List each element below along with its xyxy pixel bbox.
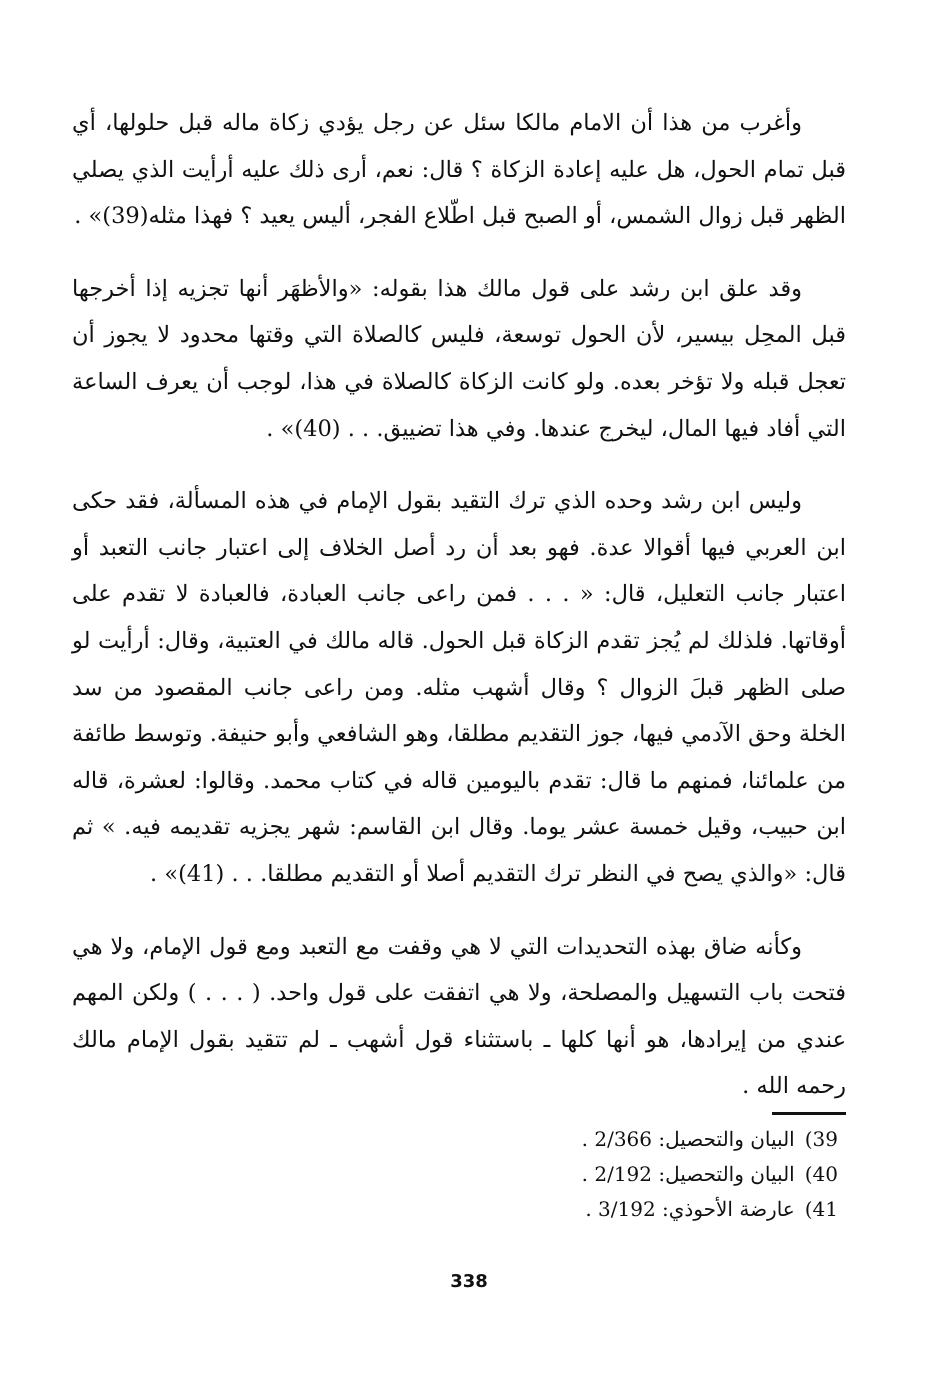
footnote-text: عارضة الأحوذي: 3/192 . (585, 1197, 795, 1221)
footnotes (338, 1122, 838, 1227)
main-text (72, 100, 846, 1136)
footnote-number: 39) (804, 1127, 838, 1151)
paragraph-1: وأغرب من هذا أن الامام مالكا سئل عن رجل يؤدي زكاة ماله قبل حلولها، أي قبل تمام الحول، هل عليه إعادة الزكاة ؟ قال: نعم، أرى ذلك عليه أرأيت الذي يصلي الظهر قبل زوال الشمس، أو الصبح قبل اطّلاع الفجر، أليس يعيد ؟ فهذا مثله(39)» . (72, 110, 846, 230)
footnote-39 (338, 1122, 838, 1157)
paragraph-3: وليس ابن رشد وحده الذي ترك التقيد بقول الإمام في هذه المسألة، فقد حكى ابن العربي فيها أقوالا عدة. فهو بعد أن رد أصل الخلاف إلى اعتبار جانب التعبد أو اعتبار جانب التعليل، قال: « . . . فمن راعى جانب العبادة، فالعبادة لا تقدم على أوقاتها. فلذلك لم يُجز تقدم الزكاة قبل الحول. قاله مالك في العتبية، وقال: أرأيت لو صلى الظهر قبلَ الزوال ؟ وقال أشهب مثله. ومن راعى جانب المقصود من سد الخلة وحق الآدمي فيها، جوز التقديم مطلقا، وهو الشافعي وأبو حنيفة. وتوسط طائفة من علمائنا، فمنهم ما قال: تقدم باليومين قاله في كتاب محمد. وقالوا: لعشرة، قاله ابن حبيب، وقيل خمسة عشر يوما. وقال ابن القاسم: شهر يجزيه تقديمه فيه. » ثم قال: «والذي يصح في النظر ترك التقديم أصلا أو التقديم مطلقا. . . (41)» . (72, 488, 846, 887)
footnote-41 (338, 1192, 838, 1227)
footnote-text: البيان والتحصيل: 2/192 . (581, 1162, 795, 1186)
footnote-text: البيان والتحصيل: 2/366 . (581, 1127, 795, 1151)
footnote-number: 40) (804, 1162, 838, 1186)
footnote-40 (338, 1157, 838, 1192)
footnote-number: 41) (804, 1197, 838, 1221)
paragraph-2: وقد علق ابن رشد على قول مالك هذا بقوله: «والأظهَر أنها تجزيه إذا أخرجها قبل المحِل بيسير، لأن الحول توسعة، فليس كالصلاة التي وقتها محدود لا يجوز أن تعجل قبله ولا تؤخر بعده. ولو كانت الزكاة كالصلاة في هذا، لوجب أن يعرف الساعة التي أفاد فيها المال، ليخرج عندها. وفي هذا تضييق. . . (40)» . (72, 275, 846, 442)
page-number: 338 (450, 1271, 488, 1292)
paragraph-4: وكأنه ضاق بهذه التحديدات التي لا هي وقفت مع التعبد ومع قول الإمام، ولا هي فتحت باب التسهيل والمصلحة، ولا هي اتفقت على قول واحد. ( . . . ) ولكن المهم عندي من إيرادها، هو أنها كلها ـ باستثناء قول أشهب ـ لم تتقيد بقول الإمام مالك رحمه الله . (72, 933, 846, 1100)
footnote-divider (772, 1112, 846, 1115)
